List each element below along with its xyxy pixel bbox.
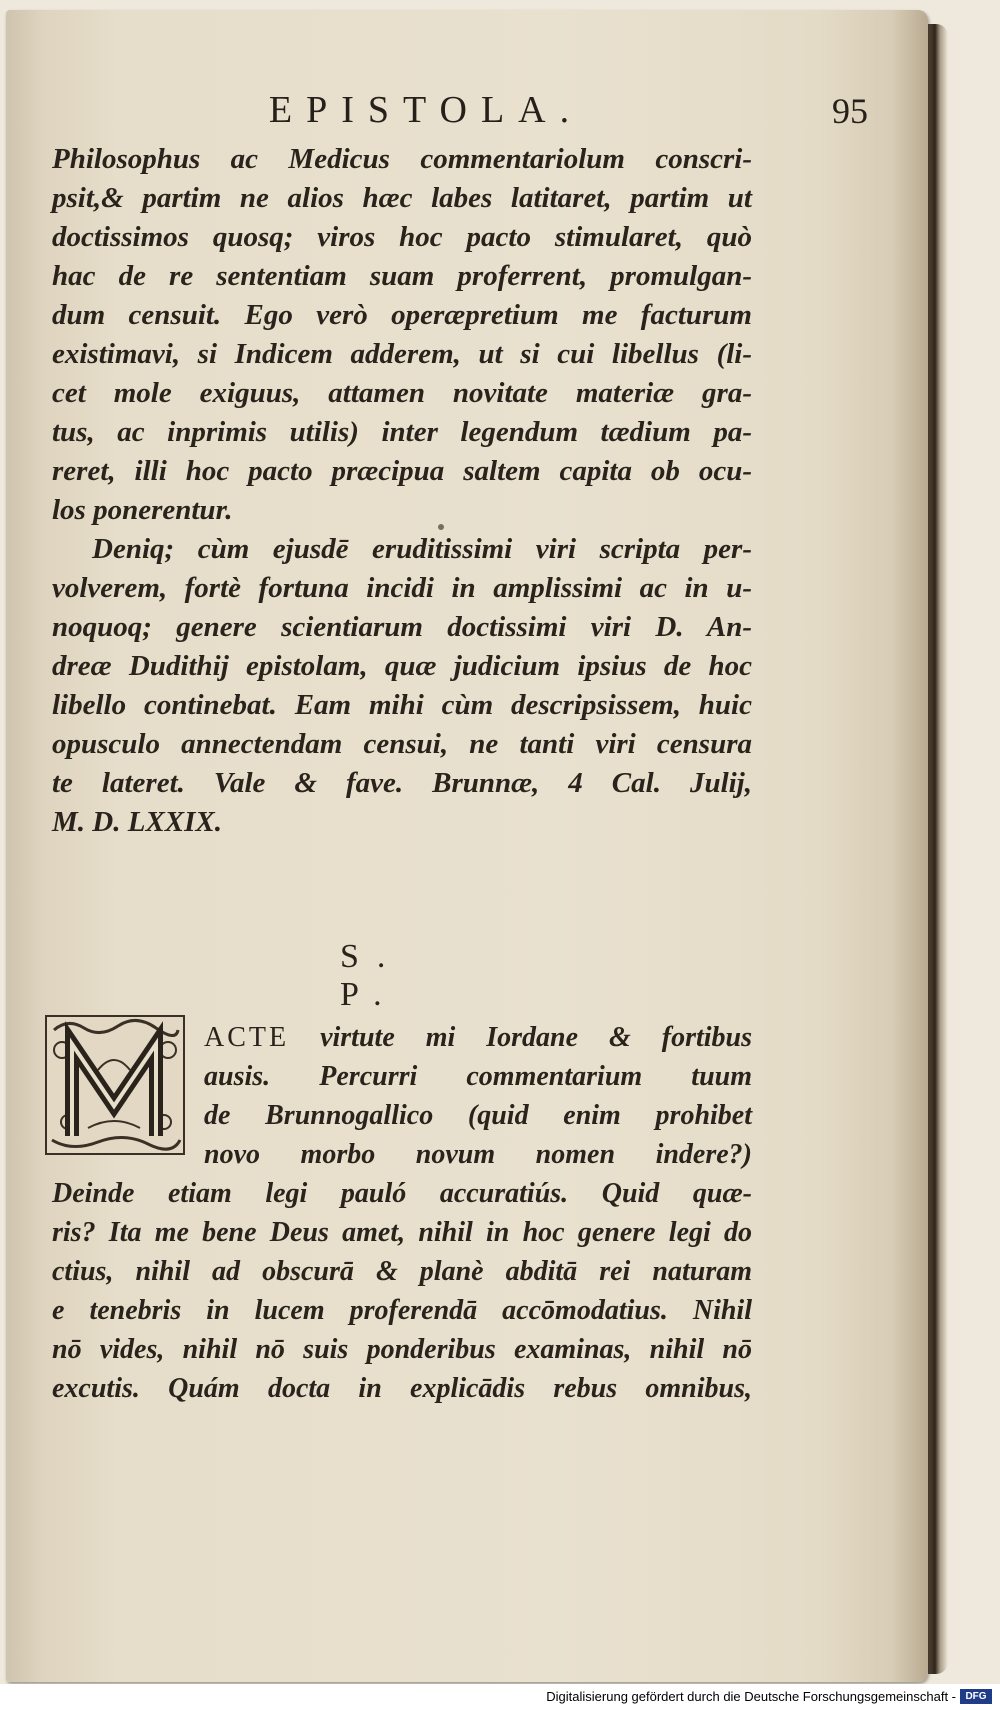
funding-credit: Digitalisierung gefördert durch die Deutsche Forschungsgemeinschaft - [546, 1689, 956, 1704]
paragraph-2 [52, 530, 752, 842]
text-line: libello continebat. Eam mihi cùm descripsissem, huic [52, 689, 752, 721]
letter-body [52, 1174, 752, 1408]
text-line: dum censuit. Ego verò operæpretium me facturum [52, 299, 752, 331]
dropcap-text [204, 1018, 752, 1174]
running-head [60, 88, 920, 132]
paper-speck [438, 524, 444, 530]
text-line: ris? Ita me bene Deus amet, nihil in hoc genere legi do [52, 1217, 752, 1248]
text-line: doctissimos quosq; viros hoc pacto stimularet, quò [52, 221, 752, 253]
text-line: nō vides, nihil nō suis ponderibus examinas, nihil nō [52, 1334, 752, 1365]
text-line: excutis. Quám docta in explicādis rebus omnibus, [52, 1373, 752, 1404]
text-line: reret, illi hoc pacto præcipua saltem capita ob ocu- [52, 455, 752, 487]
dfg-logo-icon: DFG [960, 1689, 992, 1704]
text-line: ctius, nihil ad obscurā & planè abditā rei naturam [52, 1256, 752, 1287]
text-line: hac de re sententiam suam proferrent, promulgan- [52, 260, 752, 292]
text-line: de Brunnogallico (quid enim prohibet [204, 1100, 752, 1131]
text-line: e tenebris in lucem proferendā accōmodatius. Nihil [52, 1295, 752, 1326]
text-line: cet mole exiguus, attamen novitate materiæ gra- [52, 377, 752, 409]
text-line: Philosophus ac Medicus commentariolum conscri- [52, 143, 752, 175]
body-text [52, 140, 752, 842]
text-line [204, 1018, 752, 1057]
section-heading: S. P. [340, 938, 404, 1013]
text-line: novo morbo novum nomen indere?) [204, 1139, 752, 1170]
footer-bar [0, 1684, 1000, 1710]
text-line: existimavi, si Indicem adderem, ut si cui libellus (li- [52, 338, 752, 370]
text-line: psit,& partim ne alios hæc labes latitaret, partim ut [52, 182, 752, 214]
text-line: noquoq; genere scientiarum doctissimi viri D. An- [52, 611, 752, 643]
decorated-initial-icon [28, 1010, 196, 1160]
text-line: Deniq; cùm ejusdē eruditissimi viri scripta per- [92, 533, 752, 565]
page-number: 95 [832, 91, 868, 131]
text-line: los ponerentur. [52, 494, 233, 526]
book-edge [928, 24, 948, 1674]
text-line: Deinde etiam legi pauló accuratiús. Quid quæ- [52, 1178, 752, 1209]
text-line: te lateret. Vale & fave. Brunnæ, 4 Cal. Julij, [52, 767, 752, 799]
text-line: dreæ Dudithij epistolam, quæ judicium ipsius de hoc [52, 650, 752, 682]
smallcaps-word: ACTE [204, 1022, 290, 1053]
running-head-title: EPISTOLA. [268, 89, 584, 131]
text-line: opusculo annectendam censui, ne tanti viri censura [52, 728, 752, 760]
paragraph-1 [52, 140, 752, 530]
dropcap-line-rest: virtute mi Iordane & fortibus [289, 1022, 752, 1053]
text-line: volverem, fortè fortuna incidi in amplissimi ac in u- [52, 572, 752, 604]
text-line: M. D. LXXIX. [52, 806, 223, 838]
text-line: tus, ac inprimis utilis) inter legendum tædium pa- [52, 416, 752, 448]
text-line: ausis. Percurri commentarium tuum [204, 1061, 752, 1092]
